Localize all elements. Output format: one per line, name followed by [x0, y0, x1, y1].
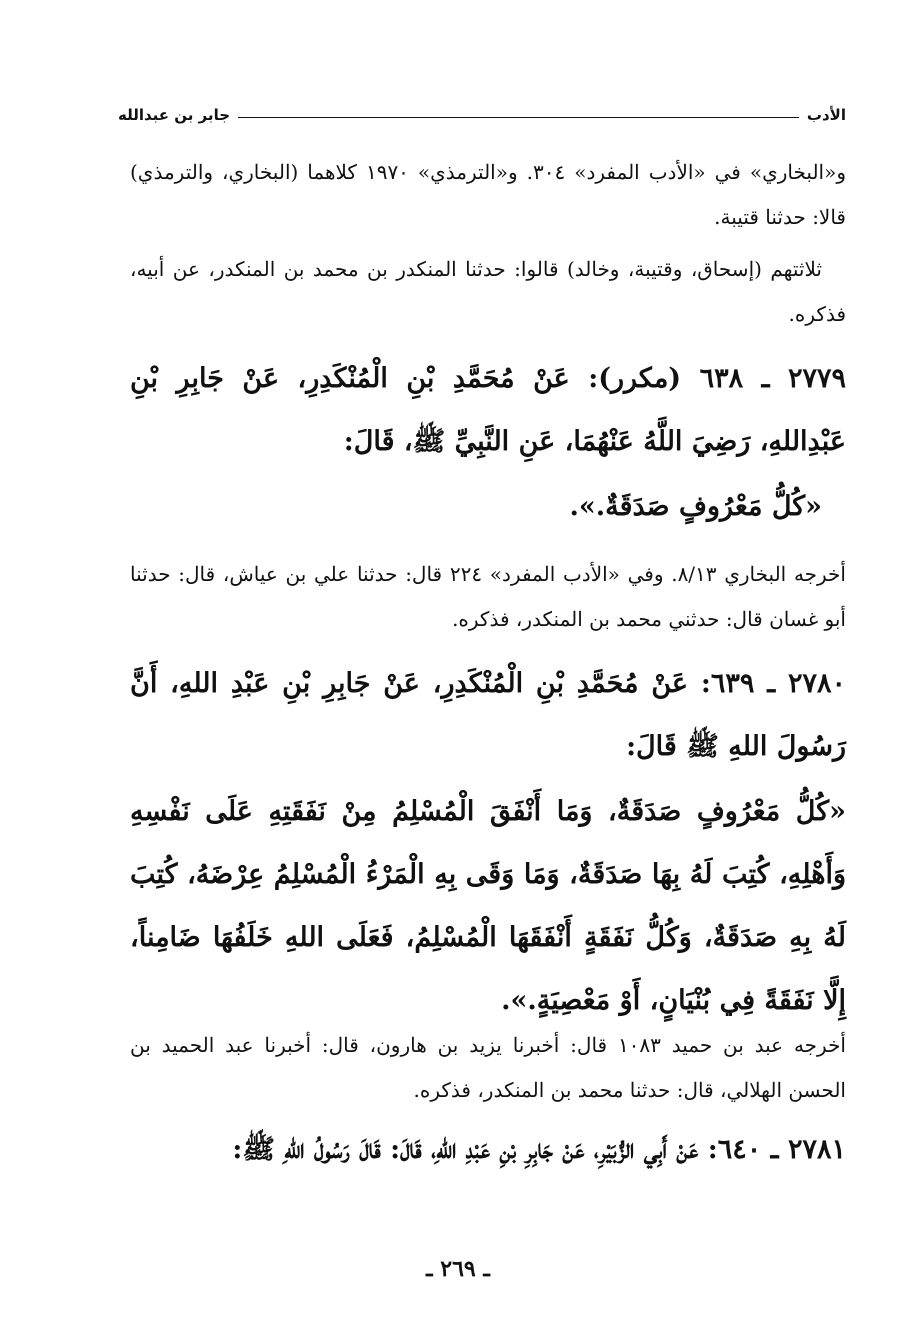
header-rule — [238, 117, 799, 118]
hadith-2779-matn: «كُلُّ مَعْرُوفٍ صَدَقَةٌ.». — [569, 491, 822, 522]
takhrij-note-3: أخرجه البخاري ٨/١٣. وفي «الأدب المفرد» ٢٢٤ قال: حدثنا علي بن عياش، قال: حدثنا أبو غسان قال: حدثني محمد بن المنكدر، فذكره. — [130, 562, 846, 631]
takhrij-note-4: أخرجه عبد بن حميد ١٠٨٣ قال: أخبرنا يزيد بن هارون، قال: أخبرنا عبد الحميد بن الحسن الهلالي، قال: حدثنا محمد بن المنكدر، فذكره. — [130, 1033, 846, 1102]
section-title: جابر بن عبدالله — [118, 106, 231, 124]
hadith-2780-isnad: ٢٧٨٠ ـ ٦٣٩: عَنْ مُحَمَّدِ بْنِ الْمُنْكَدِرِ، عَنْ جَابِرِ بْنِ عَبْدِ اللهِ، أَنَّ رَسُولَ اللهِ ﷺ قَالَ: — [130, 668, 846, 762]
chapter-title: الأدب — [806, 106, 846, 124]
hadith-2781-isnad: ٢٧٨١ ـ ٦٤٠: عَنْ أَبِي الزُّبَيْرِ، عَنْ جَابِرِ بْنِ عَبْدِ اللهِ، قَالَ: قَالَ رَسُولُ اللهِ ﷺ: — [232, 1134, 846, 1165]
hadith-2779-isnad: ٢٧٧٩ ـ ٦٣٨ (مكرر): عَنْ مُحَمَّدِ بْنِ الْمُنْكَدِرِ، عَنْ جَابِرِ بْنِ عَبْدِاللهِ، رَضِيَ اللَّهُ عَنْهُمَا، عَنِ النَّبِيِّ ﷺ، قَالَ: — [130, 363, 846, 457]
takhrij-note-2: ثلاثتهم (إسحاق، وقتيبة، وخالد) قالوا: حدثنا المنكدر بن محمد بن المنكدر، عن أبيه، فذكره. — [130, 257, 846, 326]
takhrij-note-1: و«البخاري» في «الأدب المفرد» ٣٠٤. و«الترمذي» ١٩٧٠ كلاهما (البخاري، والترمذي) قالا: حدثنا قتيبة. — [130, 160, 846, 229]
page-number: ـ ٢٦٩ ـ — [426, 1256, 490, 1282]
hadith-2780-matn: «كُلُّ مَعْرُوفٍ صَدَقَةٌ، وَمَا أَنْفَقَ الْمُسْلِمُ مِنْ نَفَقَتِهِ عَلَى نَفْسِهِ وَأَهْلِهِ، كُتِبَ لَهُ بِهَا صَدَقَةٌ، وَمَا وَقَى بِهِ الْمَرْءُ الْمُسْلِمُ عِرْضَهُ، كُتِبَ لَهُ بِهِ صَدَقَةٌ، وَكُلُّ نَفَقَةٍ أَنْفَقَهَا الْمُسْلِمُ، فَعَلَى اللهِ خَلَفُهَا ضَامِناً، إِلَّا نَفَقَةً فِي بُنْيَانٍ، أَوْ مَعْصِيَةٍ.». — [130, 796, 846, 1016]
running-header — [118, 92, 846, 124]
